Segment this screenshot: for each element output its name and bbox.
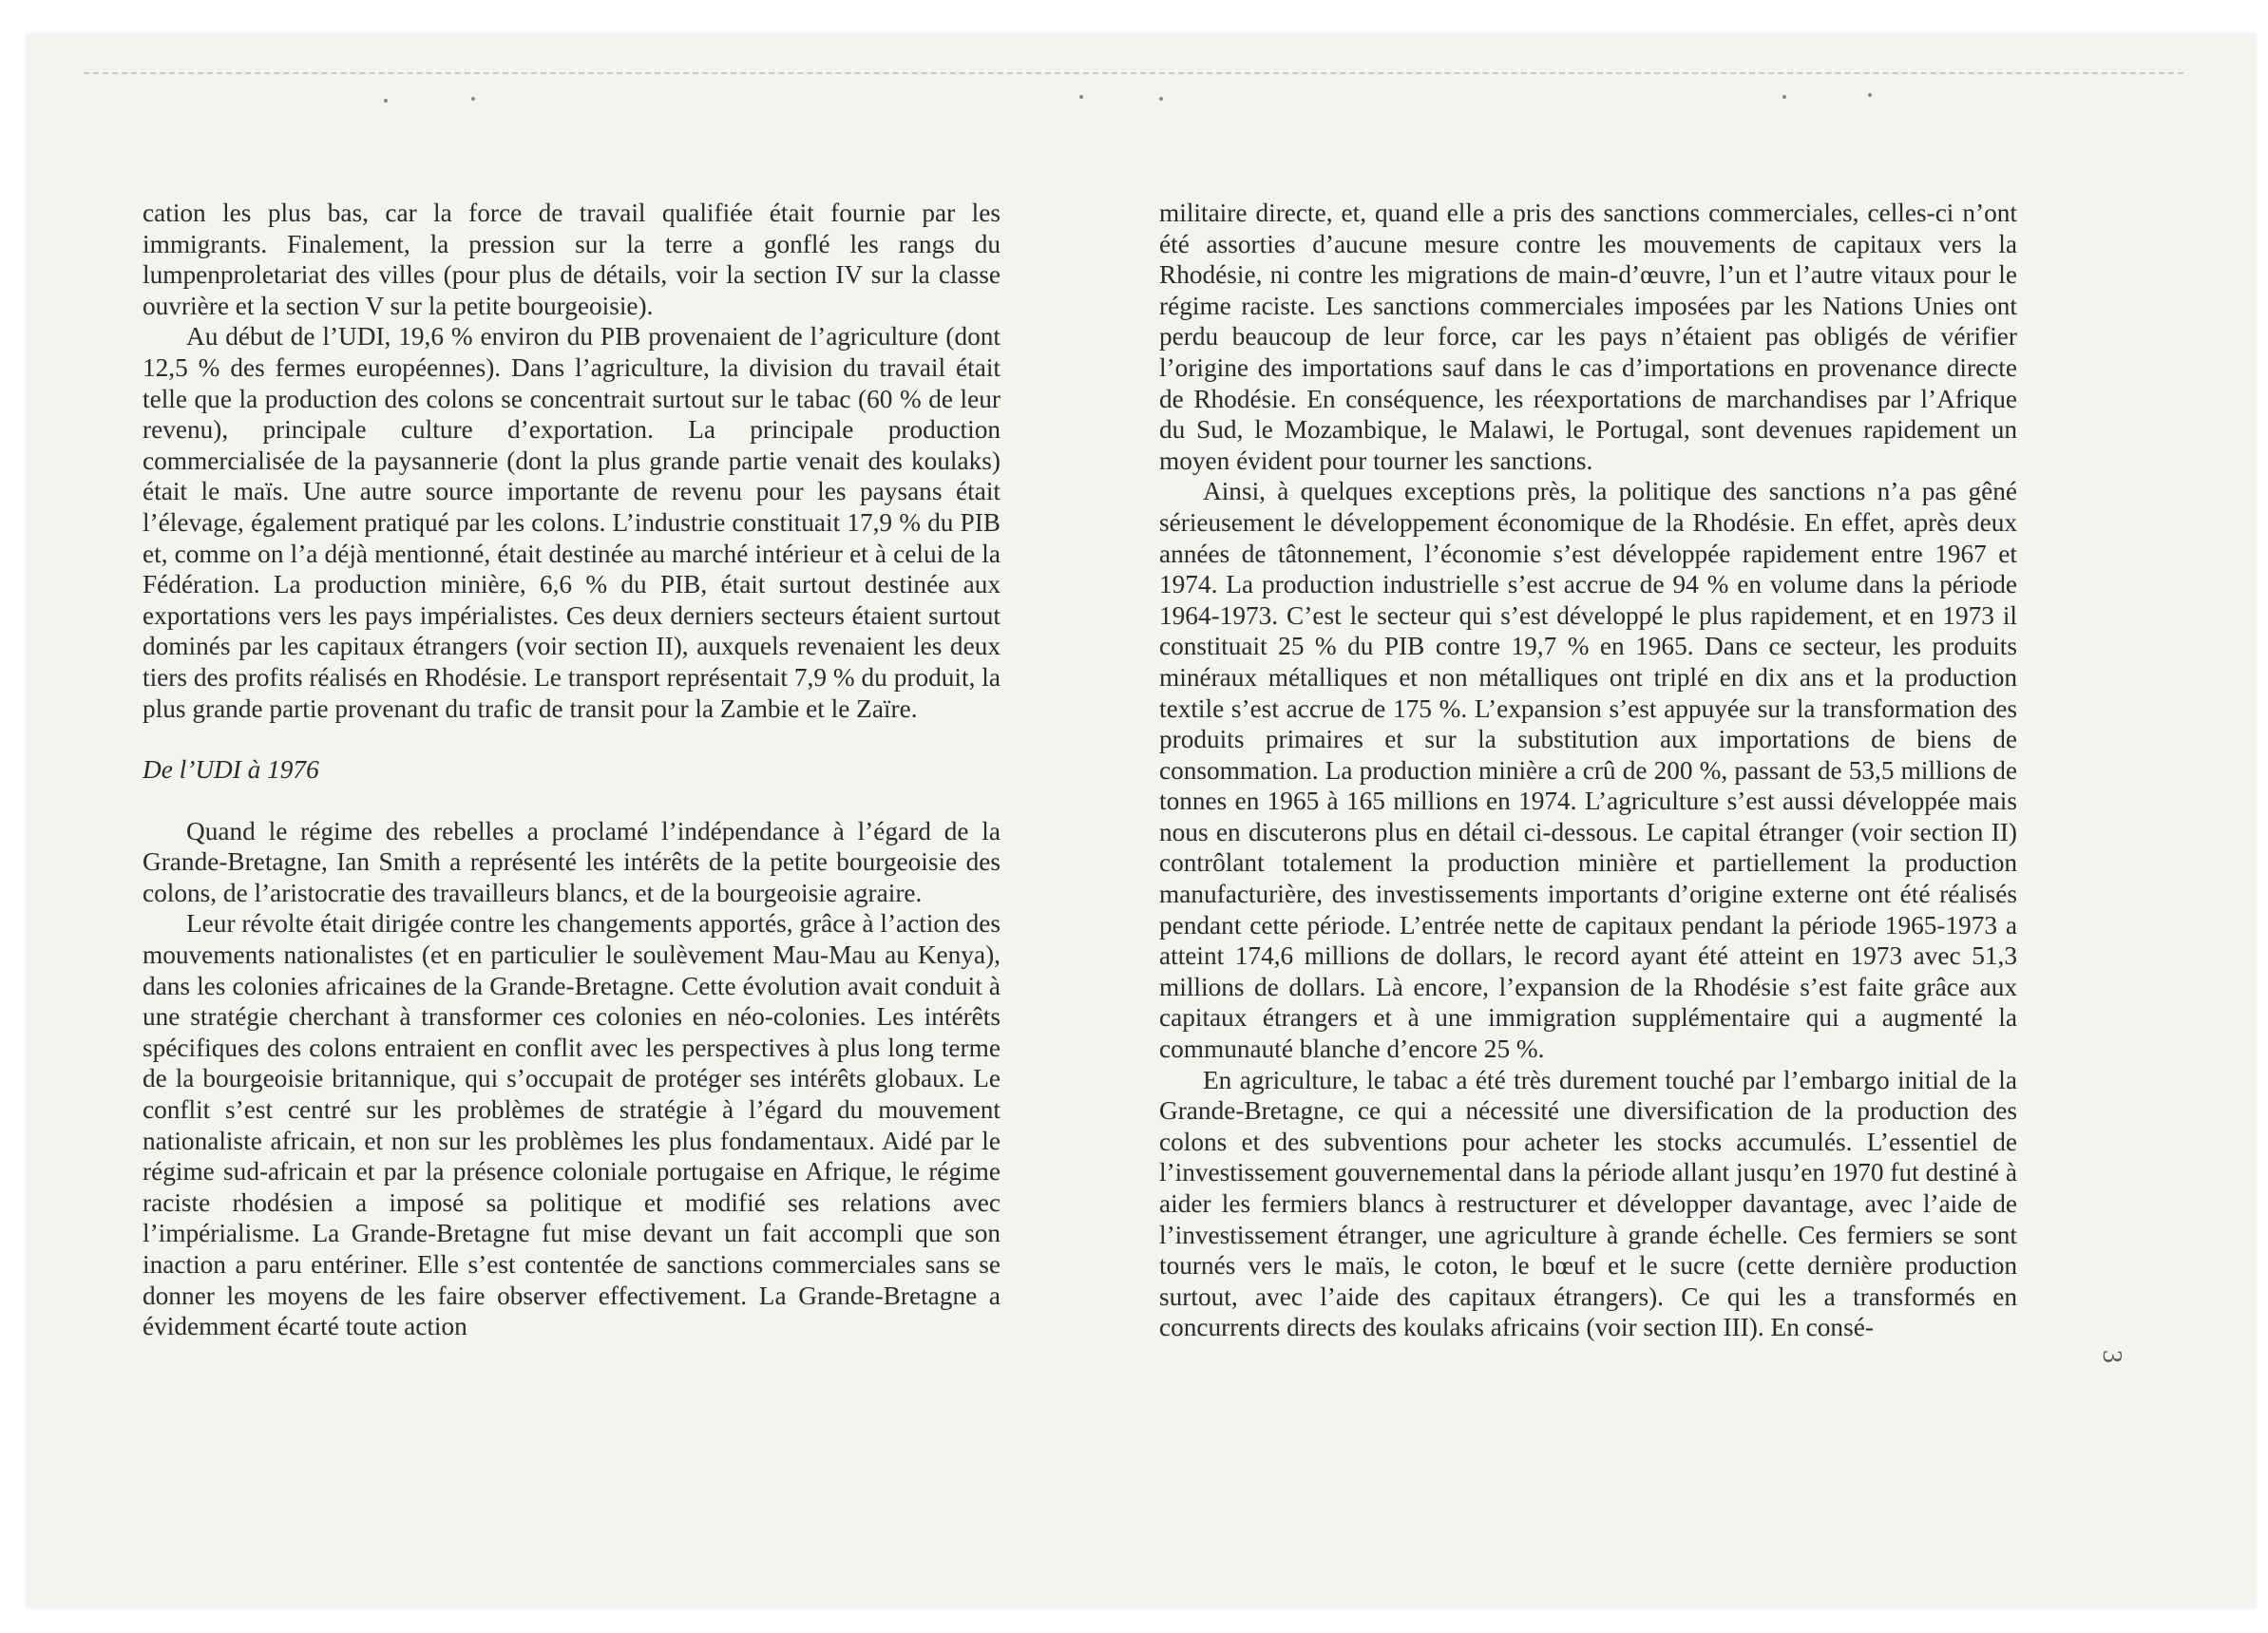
paper-speck xyxy=(1868,93,1872,97)
right-text-column xyxy=(1159,198,2017,1343)
paragraph: militaire directe, et, quand elle a pris des sanctions commerciales, celles-ci n’ont été assorties d’aucune mesure contre les mouvements de capitaux vers la Rhodésie, ni contre les migrations de main-d’œuvre, l’un et l’autre vitaux pour le régime raciste. Les sanctions commerciales imposées par les Nations Unies ont perdu beaucoup de leur force, car les pays n’étaient pas obligés de vérifier l’origine des importations sauf dans le cas d’importations en provenance directe de Rhodésie. En conséquence, les réexportations de marchandises par l’Afrique du Sud, le Mozambique, le Malawi, le Portugal, sont devenues rapidement un moyen évident pour tourner les sanctions. xyxy=(1159,199,2017,475)
paper-speck xyxy=(1079,95,1083,99)
page-top-edge xyxy=(84,72,2183,74)
section-heading: De l’UDI à 1976 xyxy=(143,755,319,785)
page-number: 3 xyxy=(2097,1350,2126,1363)
paper-speck xyxy=(471,97,475,101)
paragraph: Ainsi, à quelques exceptions près, la politique des sanctions n’a pas gêné sérieusement le développement économique de la Rhodésie. En effet, après deux années de tâtonnement, l’économie s’est développée rapidement entre 1967 et 1974. La production industrielle s’est accrue de 94 % en volume dans la période 1964-1973. C’est le secteur qui s’est développé le plus rapidement, et en 1973 il constituait 25 % du PIB contre 19,7 % en 1965. Dans ce secteur, les produits minéraux métalliques et non métalliques ont triplé en dix ans et la production textile s’est accrue de 175 %. L’expansion s’est appuyée sur la transformation des produits primaires et sur la substitution aux importations de biens de consommation. La production minière a crû de 200 %, passant de 53,5 millions de tonnes en 1965 à 165 millions en 1974. L’agriculture s’est aussi développée mais nous en discuterons plus en détail ci-dessous. Le capital étranger (voir section II) contrôlant totalement la production minière et partiellement la production manufacturière, des investissements importants d’origine externe ont été réalisés pendant cette période. L’entrée nette de capitaux pendant la période 1965-1973 a atteint 174,6 millions de dollars, le record ayant été atteint en 1973 avec 51,3 millions de dollars. Là encore, l’expansion de la Rhodésie s’est faite grâce aux capitaux étrangers et à une immigration supplémentaire qui a augmenté la communauté blanche d’encore 25 %. xyxy=(1159,477,2017,1064)
paper-speck xyxy=(1782,95,1786,99)
paper-speck xyxy=(1159,97,1163,101)
paragraph: Leur révolte était dirigée contre les changements apportés, grâce à l’action des mouvements nationalistes (et en particulier le soulèvement Mau-Mau au Kenya), dans les colonies africaines de la Grande-Bretagne. Cette évolution avait conduit à une stratégie cherchant à transformer ces colonies en néo-colonies. Les intérêts spécifiques des colons entraient en conflit avec les perspectives à plus long terme de la bourgeoisie britannique, qui s’occupait de protéger ses intérêts globaux. Le conflit s’est centré sur les problèmes de stratégie à l’égard du mouvement nationaliste africain, et non sur les problèmes les plus fondamentaux. Aidé par le régime sud-africain et par la présence coloniale portugaise en Afrique, le régime raciste rhodésien a imposé sa politique et modifié ses relations avec l’impérialisme. La Grande-Bretagne fut mise devant un fait accompli que son inaction a paru entériner. Elle s’est contentée de sanctions commerciales sans se donner les moyens de les faire observer effectivement. La Grande-Bretagne a évidemment écarté toute action xyxy=(143,909,1001,1341)
paragraph: Quand le régime des rebelles a proclamé l’indépendance à l’égard de la Grande-Bretagne, Ian Smith a représenté les intérêts de la petite bourgeoisie des colons, de l’aristocratie des travailleurs blancs, et de la bourgeoisie agraire. xyxy=(143,816,1001,907)
paragraph: En agriculture, le tabac a été très durement touché par l’embargo initial de la Grande-Bretagne, ce qui a nécessité une diversification de la production des colons et des subventions pour acheter les stocks accumulés. L’essentiel de l’investissement gouvernemental dans la période allant jusqu’en 1970 fut destiné à aider les fermiers blancs à restructurer et développer davantage, avec l’aide de l’investissement étranger, une agriculture à grande échelle. Ces fermiers se sont tournés vers le maïs, le coton, le bœuf et le sucre (cette dernière production surtout, avec l’aide des capitaux étrangers). Ce qui les a transformés en concurrents directs des koulaks africains (voir section III). En consé- xyxy=(1159,1065,2017,1342)
paragraph: cation les plus bas, car la force de travail qualifiée était fournie par les immigrants. Finalement, la pression sur la terre a gonflé les rangs du lumpenproletariat des villes (pour plus de détails, voir la section IV sur la classe ouvrière et la section V sur la petite bourgeoisie). xyxy=(143,199,1001,320)
left-text-column xyxy=(143,198,1001,1342)
paragraph: Au début de l’UDI, 19,6 % environ du PIB provenaient de l’agriculture (dont 12,5 % des fermes européennes). Dans l’agriculture, la division du travail était telle que la production des colons se concentrait surtout sur le tabac (60 % de leur revenu), principale culture d’exportation. La principale production commercialisée de la paysannerie (dont la plus grande partie venait des koulaks) était le maïs. Une autre source importante de revenu pour les paysans était l’élevage, également pratiqué par les colons. L’industrie constituait 17,9 % du PIB et, comme on l’a déjà mentionné, était destinée au marché intérieur et à celui de la Fédération. La production minière, 6,6 % du PIB, était surtout destinée aux exportations vers les pays impérialistes. Ces deux derniers secteurs étaient surtout dominés par les capitaux étrangers (voir section II), auxquels revenaient les deux tiers des profits réalisés en Rhodésie. Le transport représentait 7,9 % du produit, la plus grande partie provenant du trafic de transit pour la Zambie et le Zaïre. xyxy=(143,322,1001,723)
paper-speck xyxy=(384,99,388,103)
